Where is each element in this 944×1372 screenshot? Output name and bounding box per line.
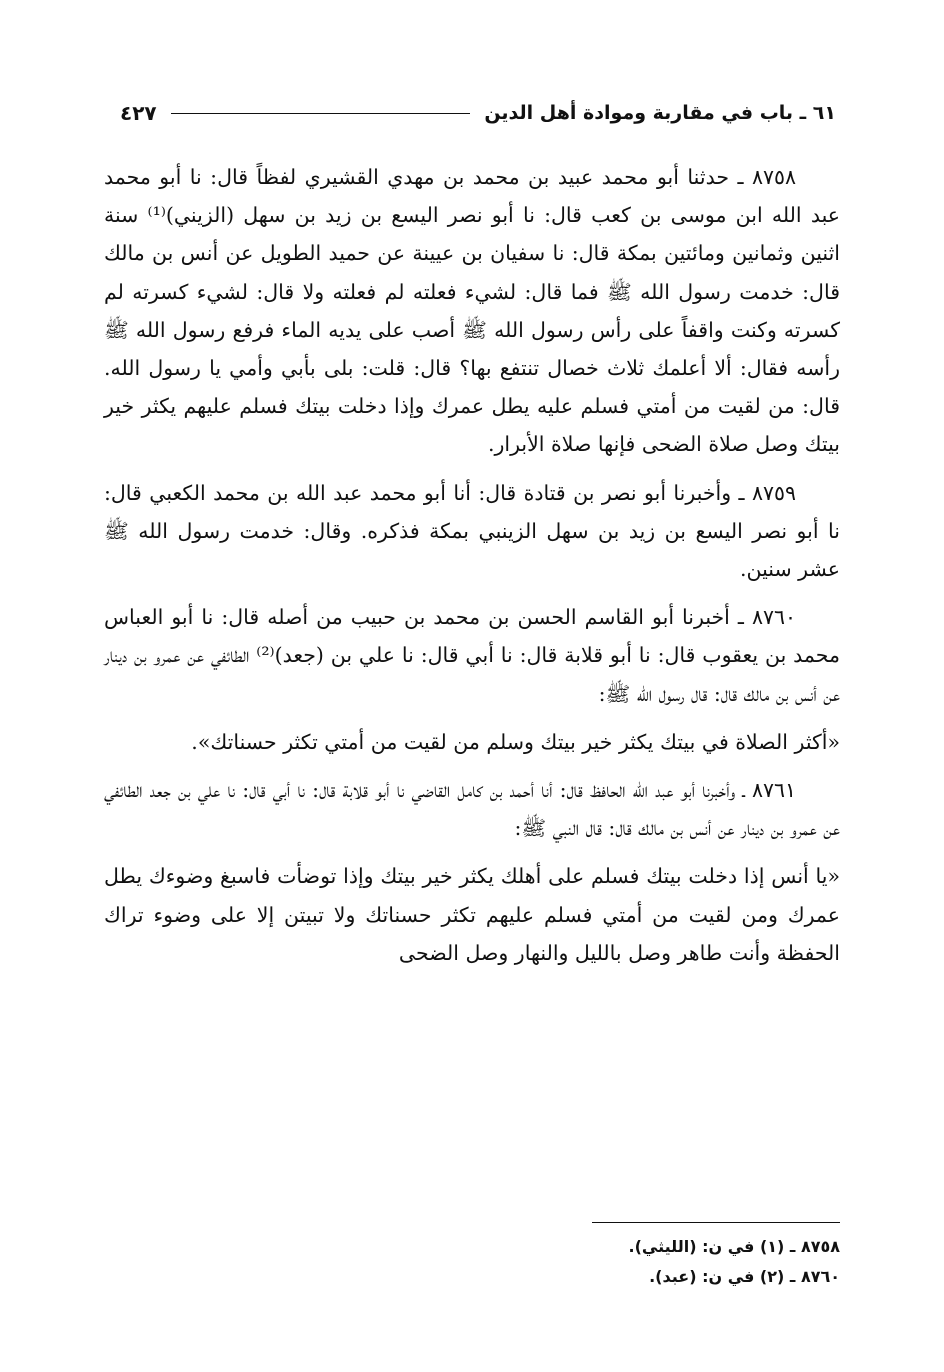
hadith-8759: ٨٧٥٩ ـ وأخبرنا أبو نصر بن قتادة قال: أنا أبو محمد عبد الله بن محمد الكعبي قال: نا أبو نصر اليسع بن زيد بن سهل الزينبي بمكة فذكره. وقال: خدمت رسول الله ﷺ عشر سنين. <box>104 480 840 582</box>
header-rule <box>171 113 471 114</box>
hadith-8760-matn: «أكثر الصلاة في بيتك يكثر خير بيتك وسلم من لقيت من أمتي تكثر حسناتك». <box>191 729 840 754</box>
footnote-1: ٨٧٥٨ ـ (١) في ن: (الليثي). <box>628 1237 840 1256</box>
hadith-8760: ٨٧٦٠ ـ أخبرنا أبو القاسم الحسن بن محمد بن حبيب من أصله قال: نا أبو العباس محمد بن يعقوب قال: نا أبو قلابة قال: نا أبي قال: نا علي بن (جعد)⁽²⁾ الطائفي عن عمرو بن دينار عن أنس بن مالك قال: قال رسول الله ﷺ: <box>104 605 840 706</box>
hadith-8758: ٨٧٥٨ ـ حدثنا أبو محمد عبيد بن محمد بن مهدي القشيري لفظاً قال: نا أبو محمد عبد الله ابن موسى بن كعب قال: نا أبو نصر اليسع بن زيد بن سهل (الزيني)⁽¹⁾ سنة اثنين وثمانين ومائتين بمكة قال: نا سفيان بن عيينة عن حميد الطويل عن أنس بن مالك قال: خدمت رسول الله ﷺ فما قال: لشيء فعلته لم فعلته ولا قال: لشيء كسرته لم كسرته وكنت واقفاً على رأس رسول الله ﷺ أصب على يديه الماء فرفع رسول الله ﷺ رأسه فقال: ألا أعلمك ثلاث خصال تنتفع بها؟ قال: قلت: بلى بأبي وأمي يا رسول الله. قال: من لقيت من أمتي فسلم عليه يطل عمرك وإذا دخلت بيتك فسلم عليهم يكثر خير بيتك وصل صلاة الضحى فإنها صلاة الأبرار. <box>104 165 840 457</box>
footnote-rule <box>592 1222 840 1223</box>
running-header <box>120 96 836 130</box>
hadith-8761-matn: «يا أنس إذا دخلت بيتك فسلم على أهلك يكثر خير بيتك وإذا توضأت فاسبغ وضوءك يطل عمرك ومن لقيت من أمتي فسلم عليهم تكثر حسناتك ولا تبيتن إلا على وضوء تراك الحفظة وأنت طاهر وصل بالليل والنهار وصل الضحى <box>104 864 840 965</box>
page-number: ٤٢٧ <box>120 101 157 125</box>
chapter-title: ٦١ ـ باب في مقاربة وموادة أهل الدين <box>484 102 836 124</box>
footnotes <box>440 1232 840 1292</box>
hadith-8761: ٨٧٦١ ـ وأخبرنا أبو عبد الله الحافظ قال: أنا أحمد بن كامل القاضي نا أبو قلابة قال: نا أبي قال: نا علي بن جعد الطائفي عن عمرو بن دينار عن أنس بن مالك قال: قال النبي ﷺ: <box>104 778 840 841</box>
footnote-2: ٨٧٦٠ ـ (٢) في ن: (عبد). <box>649 1267 840 1286</box>
body-text <box>104 158 840 982</box>
